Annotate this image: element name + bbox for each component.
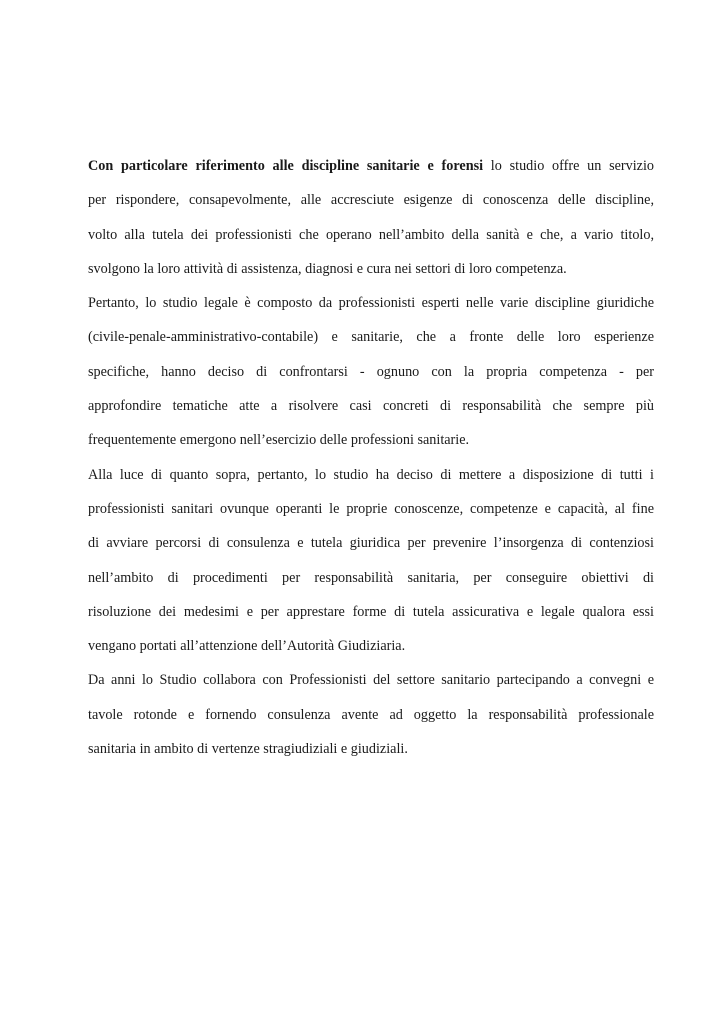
text-line: sanitaria in ambito di vertenze stragiudiziali e giudiziali.	[88, 741, 408, 758]
text-line: approfondire tematiche atte a risolvere casi concreti di responsabilità che sempre più	[88, 398, 654, 415]
text-line: Da anni lo Studio collabora con Professionisti del settore sanitario partecipando a convegni e	[88, 672, 654, 689]
text-line: vengano portati all’attenzione dell’Autorità Giudiziaria.	[88, 638, 406, 655]
text-line: volto alla tutela dei professionisti che operano nell’ambito della sanità e che, a vario titolo,	[88, 226, 654, 243]
text-line: nell’ambito di procedimenti per responsabilità sanitaria, per conseguire obiettivi di	[88, 569, 654, 586]
bold-intro: Con particolare riferimento alle discipline sanitarie e forensi	[88, 158, 484, 174]
text-run: lo studio offre un servizio	[483, 158, 654, 174]
text-line: svolgono la loro attività di assistenza, diagnosi e cura nei settori di loro competenza.	[88, 260, 567, 277]
paragraph-3	[88, 458, 654, 664]
text-line: frequentemente emergono nell’esercizio delle professioni sanitarie.	[88, 432, 470, 449]
text-line: di avviare percorsi di consulenza e tutela giuridica per prevenire l’insorgenza di contenziosi	[88, 535, 654, 552]
text-line: per rispondere, consapevolmente, alle accresciute esigenze di conoscenza delle discipline,	[88, 192, 654, 209]
text-line: (civile-penale-amministrativo-contabile) e sanitarie, che a fronte delle loro esperienze	[88, 329, 654, 346]
text-line: specifiche, hanno deciso di confrontarsi - ognuno con la propria competenza - per	[88, 363, 654, 380]
paragraph-1	[88, 149, 654, 286]
paragraph-4	[88, 663, 654, 766]
text-line: tavole rotonde e fornendo consulenza avente ad oggetto la responsabilità professionale	[88, 706, 654, 723]
text-line: Alla luce di quanto sopra, pertanto, lo studio ha deciso di mettere a disposizione di tutti i	[88, 466, 654, 483]
text-line	[88, 149, 654, 183]
text-line: Pertanto, lo studio legale è composto da professionisti esperti nelle varie discipline giuridiche	[88, 295, 654, 312]
paragraph-2	[88, 286, 654, 457]
body-text	[88, 149, 654, 766]
text-line: professionisti sanitari ovunque operanti le proprie conoscenze, competenze e capacità, al fine	[88, 500, 654, 517]
text-line: risoluzione dei medesimi e per apprestare forme di tutela assicurativa e legale qualora essi	[88, 603, 654, 620]
